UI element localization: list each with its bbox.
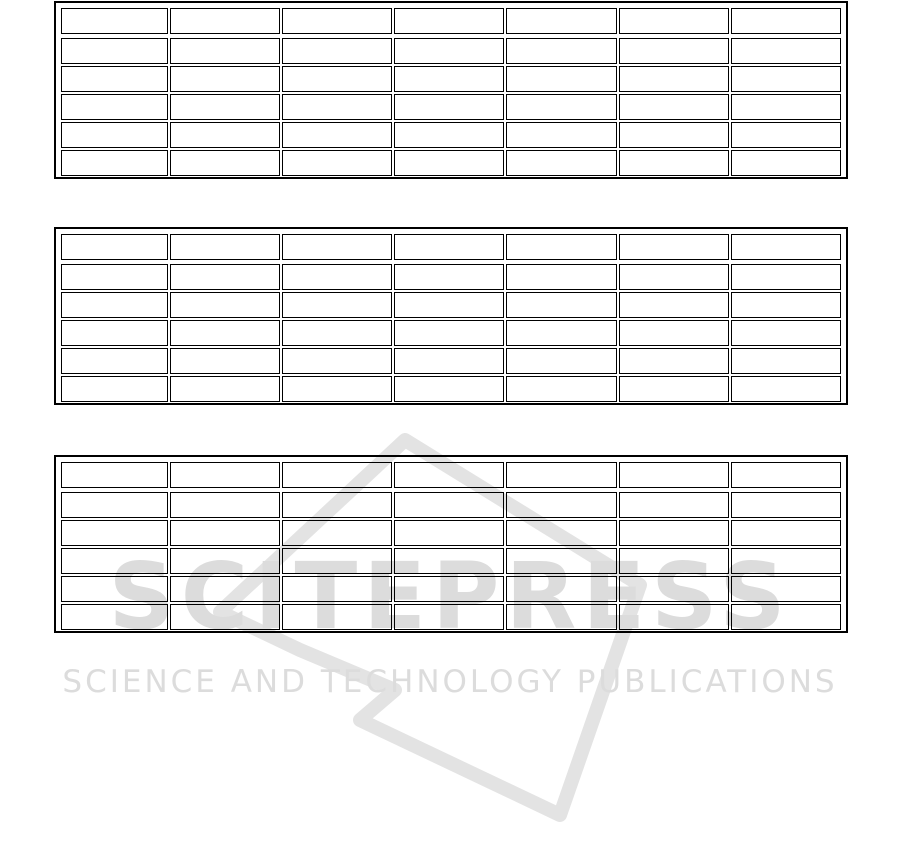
table-cell <box>619 348 729 374</box>
table-cell <box>170 66 280 92</box>
table-cell <box>394 94 504 120</box>
header-cell <box>282 8 392 34</box>
header-cell <box>282 462 392 488</box>
table-2-grid <box>59 232 843 404</box>
table-cell <box>619 604 729 630</box>
table-cell <box>61 520 168 546</box>
table-cell <box>731 520 841 546</box>
table-cell <box>282 94 392 120</box>
table-cell <box>282 576 392 602</box>
table-cell <box>394 548 504 574</box>
table-cell <box>394 264 504 290</box>
table-cell <box>394 604 504 630</box>
table-cell <box>731 94 841 120</box>
table-cell <box>619 320 729 346</box>
table-cell <box>61 604 168 630</box>
table-cell <box>394 150 504 176</box>
table-row <box>61 604 841 630</box>
header-cell <box>731 234 841 260</box>
table-cell <box>731 604 841 630</box>
table-cell <box>61 150 168 176</box>
table-row <box>61 376 841 402</box>
table-row <box>61 122 841 148</box>
header-cell <box>282 234 392 260</box>
table-cell <box>506 576 616 602</box>
table-cell <box>506 348 616 374</box>
table-cell <box>170 122 280 148</box>
table-row <box>61 264 841 290</box>
table-cell <box>170 264 280 290</box>
table-cell <box>282 348 392 374</box>
table-cell <box>282 38 392 64</box>
table-cell <box>506 66 616 92</box>
table-cell <box>282 66 392 92</box>
header-cell <box>61 462 168 488</box>
table-cell <box>61 292 168 318</box>
table-cell <box>506 264 616 290</box>
table-cell <box>506 320 616 346</box>
table-cell <box>394 292 504 318</box>
header-cell <box>394 8 504 34</box>
header-cell <box>506 462 616 488</box>
table-cell <box>619 94 729 120</box>
table-cell <box>619 492 729 518</box>
table-cell <box>61 576 168 602</box>
table-cell <box>394 576 504 602</box>
table-cell <box>170 492 280 518</box>
table-cell <box>170 38 280 64</box>
table-cell <box>619 576 729 602</box>
table-cell <box>170 150 280 176</box>
table-cell <box>394 492 504 518</box>
table-cell <box>619 292 729 318</box>
table-cell <box>170 376 280 402</box>
table-cell <box>731 348 841 374</box>
table-3-grid <box>59 460 843 632</box>
header-cell <box>394 462 504 488</box>
table-cell <box>506 604 616 630</box>
table-cell <box>619 38 729 64</box>
table-cell <box>619 376 729 402</box>
table-row <box>61 320 841 346</box>
table-cell <box>731 292 841 318</box>
table-cell <box>170 292 280 318</box>
table-cell <box>61 94 168 120</box>
table-cell <box>170 94 280 120</box>
header-cell <box>170 462 280 488</box>
table-cell <box>731 264 841 290</box>
table-cell <box>282 122 392 148</box>
header-cell <box>170 234 280 260</box>
table-cell <box>282 264 392 290</box>
table-cell <box>282 320 392 346</box>
header-cell <box>506 234 616 260</box>
table-cell <box>61 122 168 148</box>
table-cell <box>731 492 841 518</box>
table-header-row <box>61 462 841 488</box>
table-cell <box>506 548 616 574</box>
table-row <box>61 576 841 602</box>
table-row <box>61 38 841 64</box>
table-cell <box>170 520 280 546</box>
table-cell <box>731 38 841 64</box>
table-cell <box>61 376 168 402</box>
table-header-row <box>61 8 841 34</box>
table-cell <box>506 122 616 148</box>
header-cell <box>731 8 841 34</box>
header-cell <box>61 8 168 34</box>
table-cell <box>282 376 392 402</box>
table-cell <box>394 348 504 374</box>
table-cell <box>394 122 504 148</box>
table-cell <box>619 122 729 148</box>
table-cell <box>506 150 616 176</box>
table-header-row <box>61 234 841 260</box>
table-cell <box>61 38 168 64</box>
header-cell <box>731 462 841 488</box>
table-cell <box>282 292 392 318</box>
table-row <box>61 94 841 120</box>
table-1 <box>54 1 848 179</box>
table-cell <box>506 38 616 64</box>
table-cell <box>282 520 392 546</box>
table-cell <box>282 548 392 574</box>
table-cell <box>394 376 504 402</box>
table-cell <box>282 492 392 518</box>
table-cell <box>731 66 841 92</box>
table-cell <box>394 38 504 64</box>
table-cell <box>170 576 280 602</box>
table-cell <box>170 604 280 630</box>
watermark-brand: SCITEPRESS <box>108 543 792 650</box>
table-cell <box>731 320 841 346</box>
header-cell <box>61 234 168 260</box>
table-row <box>61 548 841 574</box>
table-cell <box>619 548 729 574</box>
table-row <box>61 492 841 518</box>
table-cell <box>394 66 504 92</box>
header-cell <box>619 8 729 34</box>
table-cell <box>61 348 168 374</box>
header-cell <box>619 462 729 488</box>
header-cell <box>394 234 504 260</box>
table-cell <box>394 320 504 346</box>
table-cell <box>731 122 841 148</box>
table-cell <box>731 576 841 602</box>
table-3 <box>54 455 848 633</box>
table-cell <box>61 320 168 346</box>
table-cell <box>170 348 280 374</box>
table-cell <box>170 548 280 574</box>
table-row <box>61 66 841 92</box>
table-row <box>61 292 841 318</box>
table-1-grid <box>59 6 843 178</box>
watermark-tagline: SCIENCE AND TECHNOLOGY PUBLICATIONS <box>62 664 838 700</box>
table-cell <box>61 264 168 290</box>
table-2 <box>54 227 848 405</box>
table-cell <box>282 604 392 630</box>
table-cell <box>506 94 616 120</box>
table-cell <box>731 548 841 574</box>
table-row <box>61 150 841 176</box>
table-cell <box>619 264 729 290</box>
table-cell <box>731 150 841 176</box>
table-row <box>61 520 841 546</box>
table-cell <box>61 548 168 574</box>
table-cell <box>619 66 729 92</box>
table-cell <box>731 376 841 402</box>
table-cell <box>506 376 616 402</box>
table-cell <box>506 492 616 518</box>
table-cell <box>506 520 616 546</box>
table-cell <box>394 520 504 546</box>
header-cell <box>170 8 280 34</box>
table-row <box>61 348 841 374</box>
table-cell <box>61 66 168 92</box>
header-cell <box>619 234 729 260</box>
table-cell <box>170 320 280 346</box>
table-cell <box>619 150 729 176</box>
table-cell <box>506 292 616 318</box>
table-cell <box>282 150 392 176</box>
table-cell <box>61 492 168 518</box>
header-cell <box>506 8 616 34</box>
table-cell <box>619 520 729 546</box>
